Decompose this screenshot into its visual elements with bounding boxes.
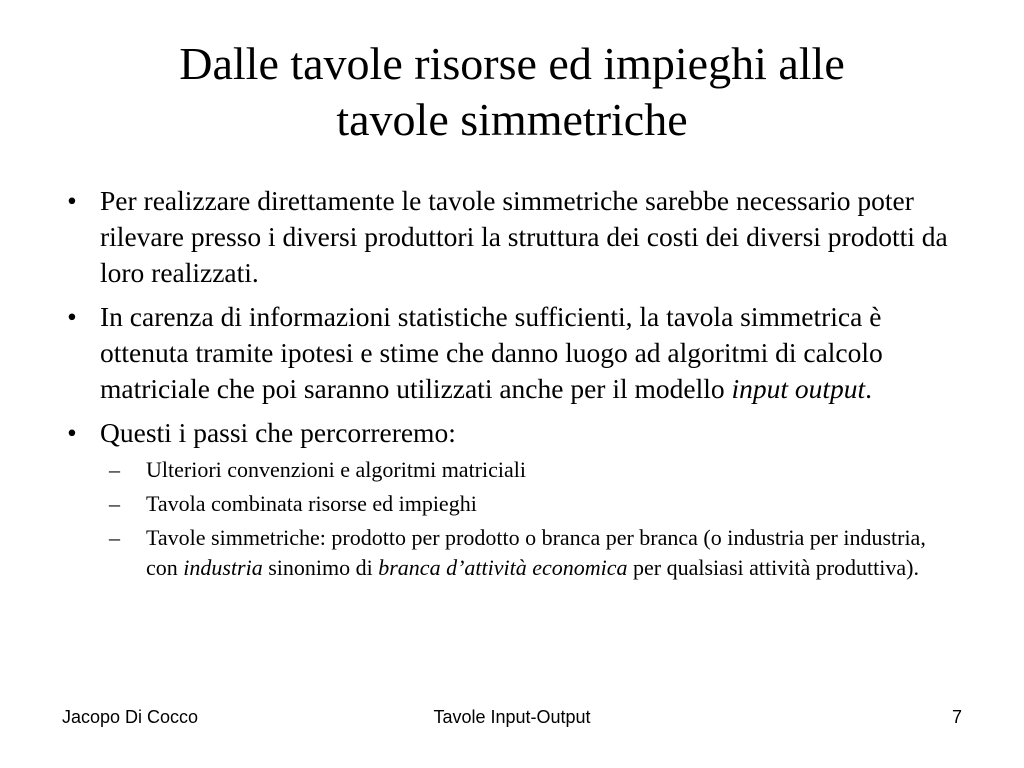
sub-bullet-text: per qualsiasi attività produttiva). — [627, 555, 919, 580]
bullet-text-italic: input output — [731, 373, 866, 404]
bullet-text: In carenza di informazioni statistiche sufficienti, la tavola simmetrica è ottenuta tramite ipotesi e stime che danno luogo ad algoritmi di calcolo matriciale che poi saranno utilizzati anche per il modello — [100, 301, 883, 404]
footer-author: Jacopo Di Cocco — [62, 707, 199, 727]
dash-icon: – — [109, 491, 120, 516]
slide-title — [60, 36, 964, 148]
bullet-item — [60, 299, 960, 407]
sub-bullet-italic: industria — [183, 555, 263, 580]
sub-bullet-text: Tavola combinata risorse ed impieghi — [146, 491, 477, 516]
dash-icon: – — [109, 525, 120, 550]
bullet-list — [60, 183, 960, 587]
dash-icon: – — [109, 457, 120, 482]
title-line: Dalle tavole risorse ed impieghi alle — [179, 38, 845, 89]
footer-course: Tavole Input-Output — [433, 707, 591, 727]
bullet-text-end: . — [865, 373, 873, 404]
bullet-icon: • — [67, 185, 77, 216]
sub-bullet-text: Ulteriori convenzioni e algoritmi matriciali — [146, 457, 526, 482]
bullet-item — [60, 415, 960, 451]
sub-bullet-italic: branca d’attività economica — [378, 555, 628, 580]
sub-bullet-text: Tavole simmetriche: prodotto per prodotto o branca per branca (o industria per industria, con — [146, 525, 926, 580]
sub-bullet-list — [60, 455, 960, 583]
bullet-item — [60, 183, 960, 291]
sub-bullet-text: sinonimo di — [262, 555, 379, 580]
footer-page-number: 7 — [951, 707, 962, 727]
sub-bullet-item — [60, 489, 960, 519]
sub-bullet-item — [60, 455, 960, 485]
bullet-icon: • — [67, 417, 77, 448]
bullet-text: Questi i passi che percorreremo: — [100, 417, 456, 448]
bullet-text: Per realizzare direttamente le tavole simmetriche sarebbe necessario poter rilevare presso i diversi produttori la struttura dei costi dei diversi prodotti da loro realizzati. — [100, 185, 948, 288]
bullet-icon: • — [67, 301, 77, 332]
title-line: tavole simmetriche — [336, 94, 688, 145]
sub-bullet-item — [60, 523, 960, 583]
